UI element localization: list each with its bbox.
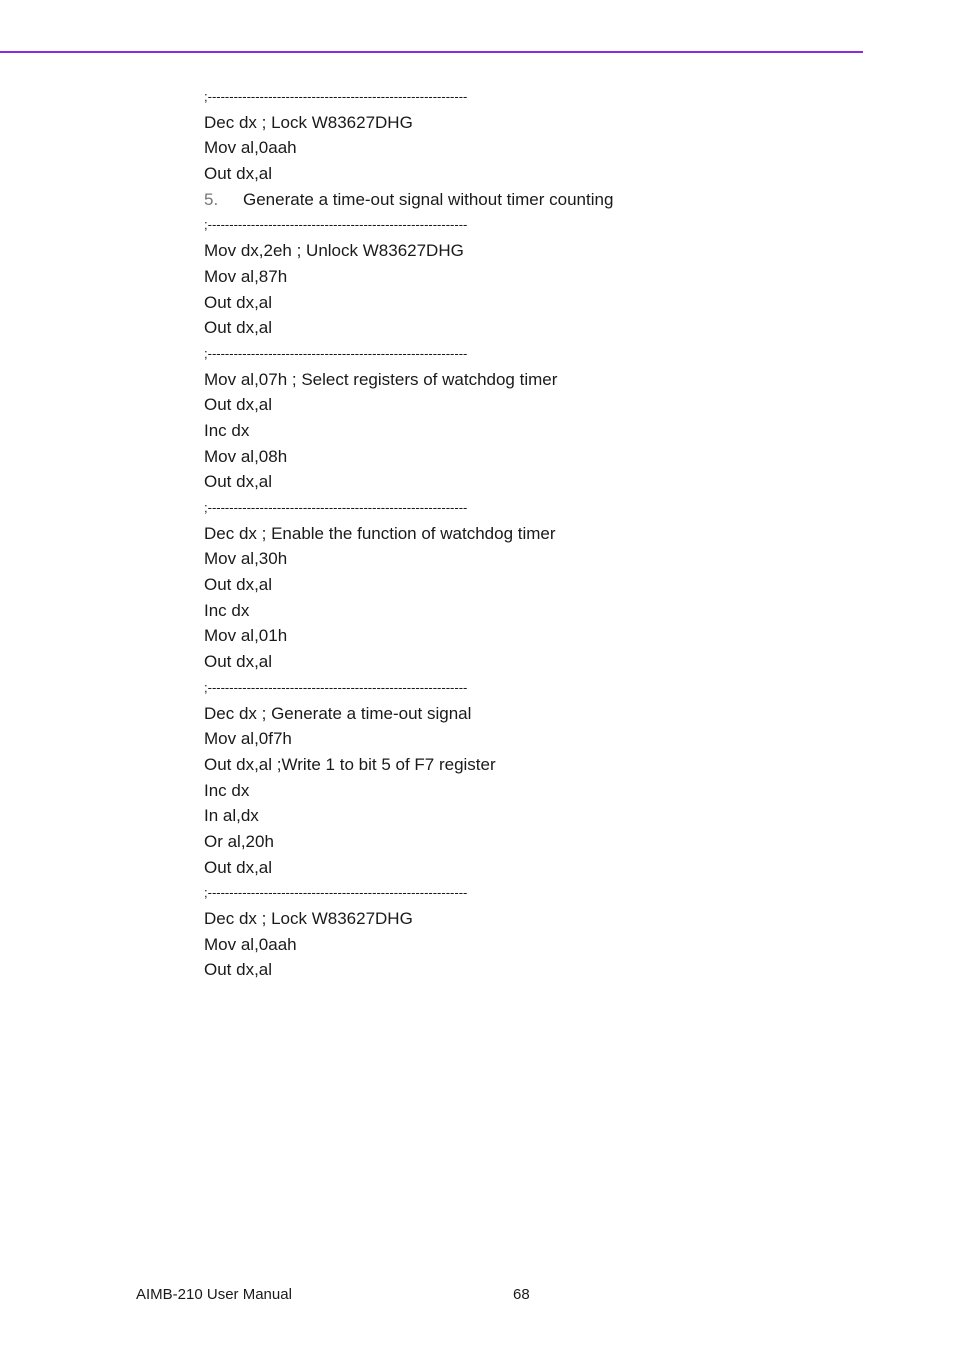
code-line: Inc dx — [204, 600, 250, 620]
code-line: Dec dx ; Enable the function of watchdog timer — [204, 523, 556, 543]
code-listing — [204, 84, 844, 983]
code-line: Mov al,0aah — [204, 138, 297, 158]
code-line: Out dx,al — [204, 857, 273, 877]
code-line: Out dx,al — [204, 652, 273, 672]
code-line: Out dx,al — [204, 164, 273, 184]
code-line: Out dx,al — [204, 472, 273, 492]
code-line: Inc dx — [204, 780, 250, 800]
separator-comment: ;------------------------------------------------------------ — [204, 217, 468, 233]
separator-comment: ;------------------------------------------------------------ — [204, 345, 468, 361]
footer-page-number: 68 — [513, 1286, 530, 1303]
code-line: Or al,20h — [204, 831, 274, 851]
code-line: Out dx,al — [204, 960, 273, 980]
code-line: Mov al,30h — [204, 549, 288, 569]
code-line: Mov al,08h — [204, 446, 288, 466]
separator-comment: ;------------------------------------------------------------ — [204, 885, 468, 901]
code-line: Out dx,al — [204, 575, 273, 595]
code-line: Out dx,al ;Write 1 to bit 5 of F7 register — [204, 754, 496, 774]
code-line: Mov al,07h ; Select registers of watchdog timer — [204, 369, 558, 389]
code-line: Out dx,al — [204, 318, 273, 338]
code-line: Mov al,01h — [204, 626, 288, 646]
code-line: Mov al,0f7h — [204, 729, 292, 749]
code-line: Mov al,87h — [204, 266, 288, 286]
code-line: Mov al,0aah — [204, 934, 297, 954]
code-line: Out dx,al — [204, 292, 273, 312]
step-number: 5. — [204, 189, 219, 209]
code-line: Dec dx ; Lock W83627DHG — [204, 909, 413, 928]
header-rule — [0, 51, 863, 53]
code-line: Inc dx — [204, 420, 250, 440]
separator-comment: ;------------------------------------------------------------ — [204, 679, 468, 695]
code-line: Mov dx,2eh ; Unlock W83627DHG — [204, 241, 464, 261]
code-line: In al,dx — [204, 806, 259, 826]
separator-comment: ;------------------------------------------------------------ — [204, 500, 468, 515]
code-line: Out dx,al — [204, 395, 273, 415]
step-text: Generate a time-out signal without timer counting — [243, 189, 614, 209]
code-line: Dec dx ; Generate a time-out signal — [204, 703, 472, 723]
separator-comment: ;------------------------------------------------------------ — [204, 89, 468, 104]
step-item — [204, 187, 844, 213]
code-line: Dec dx ; Lock W83627DHG — [204, 112, 413, 132]
footer-manual-title: AIMB-210 User Manual — [136, 1286, 292, 1303]
